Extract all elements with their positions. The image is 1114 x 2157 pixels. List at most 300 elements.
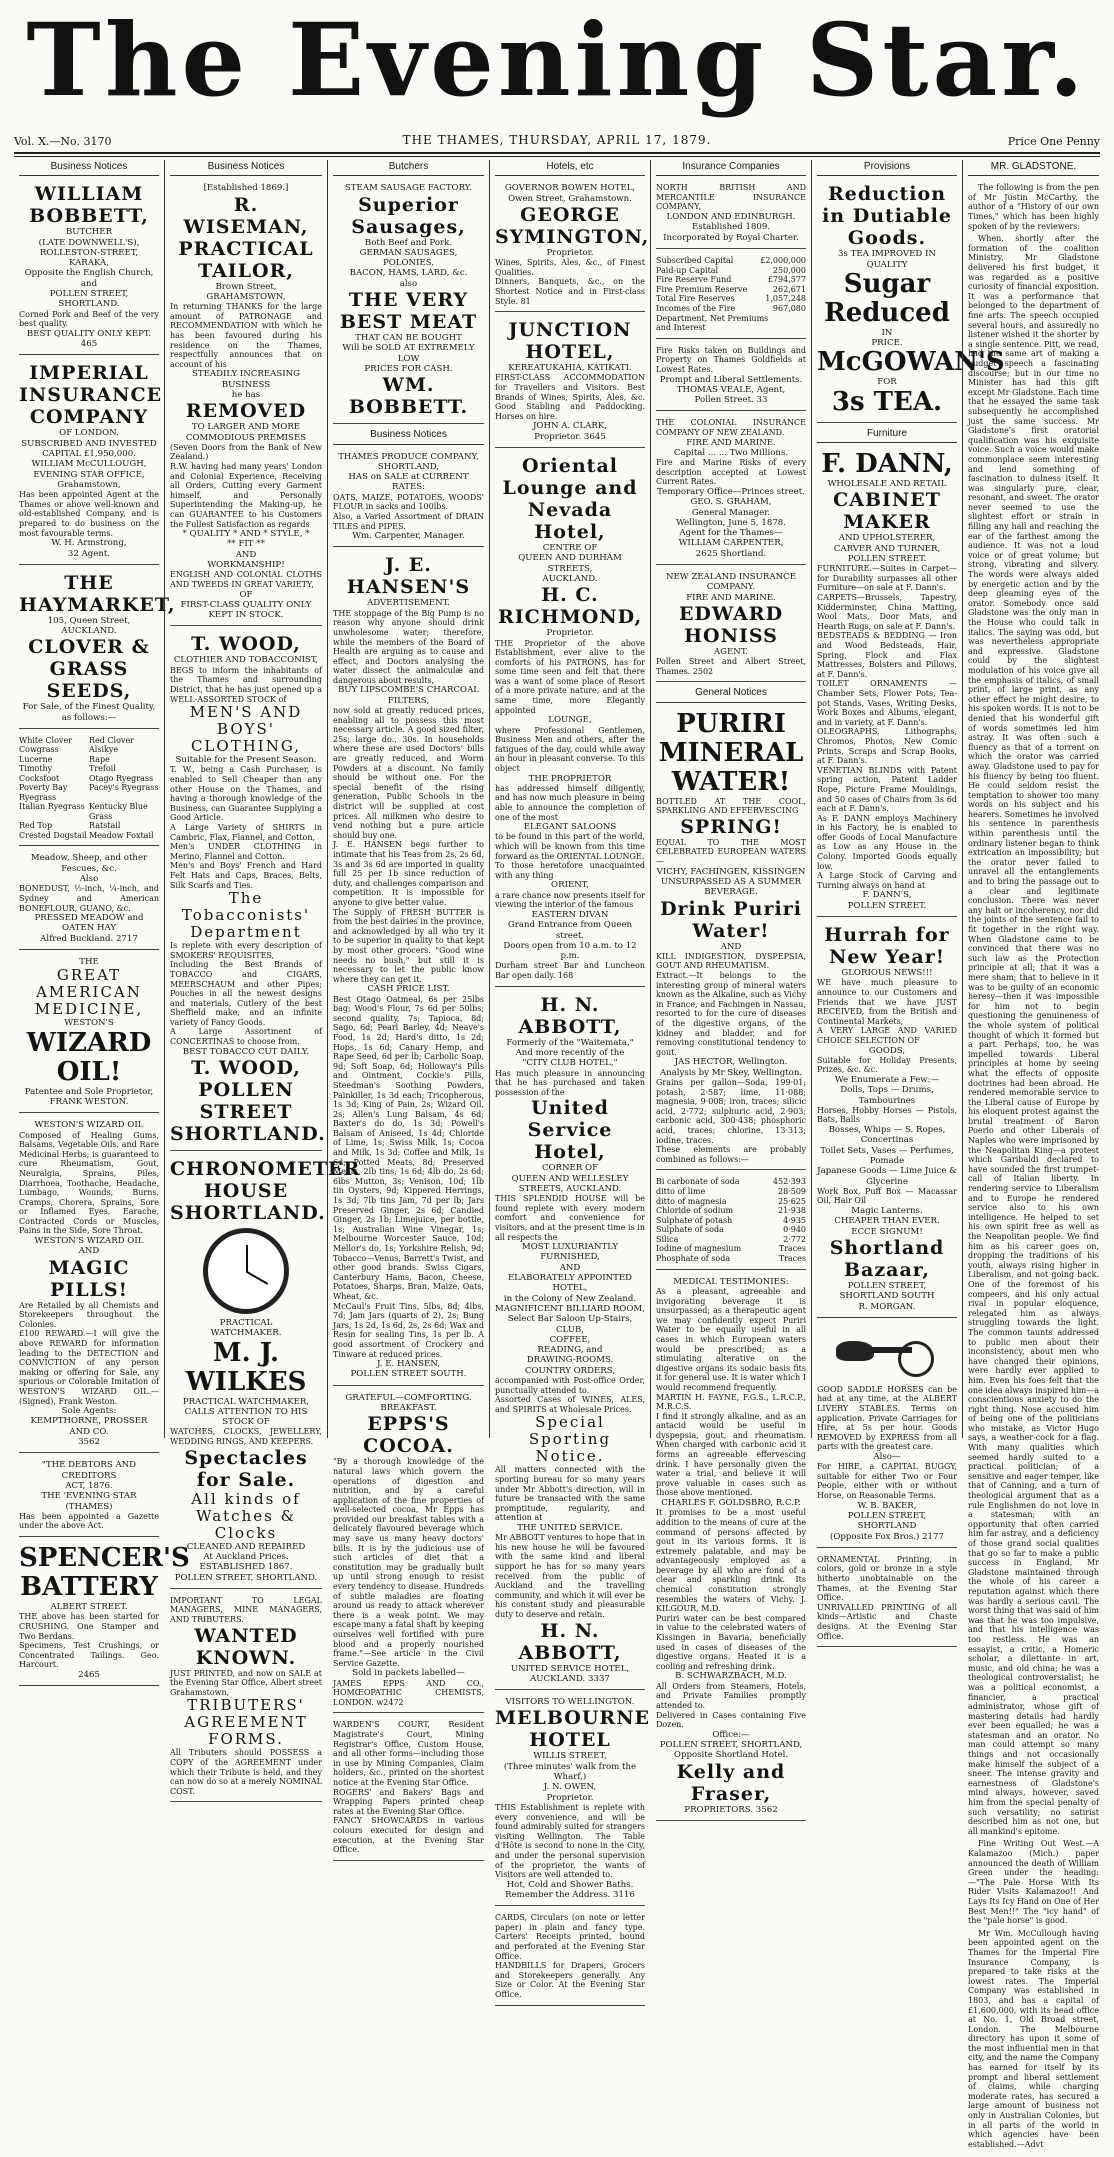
ad-line: REMOVED <box>185 400 307 423</box>
ad-line: R. WISEMAN, <box>183 193 309 238</box>
column-1 <box>14 160 190 1680</box>
newspaper-title: The Evening Star. <box>26 1 1088 119</box>
ad-line: Dinners, Banquets, &c., on the Shortest Notice and in First-class Style. 81 <box>495 277 645 306</box>
ad-line: PRACTICAL TAILOR, <box>178 237 314 282</box>
ad-line: All kinds of Watches & Clocks <box>191 1489 301 1542</box>
ad-line: ADVERTISEMENT. <box>367 598 450 609</box>
ad-line: PRESSED MEADOW and OATEN HAY <box>34 913 144 934</box>
ad-line: EQUAL TO THE MOST CELEBRATED EUROPEAN WATERS— <box>656 837 806 867</box>
column-heading: Hotels, etc <box>495 160 645 176</box>
advertisement <box>495 1910 645 2005</box>
ad-line: Has been appointed a Gazette under the above Act. <box>19 1511 159 1531</box>
ad-line: NORTH BRITISH AND MERCANTILE INSURANCE COMPANY, <box>656 183 806 212</box>
column-heading: Insurance Companies <box>656 160 806 176</box>
ad-line: "By a thorough knowledge of the natural laws which govern the operations of digestion and nutrition, and by a careful application of the fine properties of well-selected cocoa, Mr Epps has provided our breakfast tables with a delicately flavoured beverage which may save us many heavy doctors' bills. It is by the judicious use of such articles of diet that a constitution may be gradually built up until strong enough to resist every tendency to disease. Hundreds of subtle maladies are floating around us ready to attack wherever there is a weak point. We may escape many a fatal shaft by keeping ourselves well fortified with pure blood and a properly nourished frame."—See article in the Civil Service Gazette. <box>333 1457 484 1668</box>
column-heading: Business Notices <box>170 160 322 176</box>
ad-line: ENGLISH AND COLONIAL CLOTHS AND TWEEDS IN GREAT VARIETY, <box>170 570 322 589</box>
ad-line: THE HAYMARKET, <box>19 571 176 616</box>
ad-line: POLLEN STREET, SHORTLAND SOUTH <box>839 1280 935 1302</box>
section-heading: General Notices <box>656 686 806 702</box>
ad-line: FURNITURE.—Suites in Carpet—for Durability surpasses all other Furniture—on sale at F. Dann's. <box>817 564 957 593</box>
ad-line: Specimens, Test Crushings, or Concentrated Tailings. Geo. Harcourt. <box>19 1641 159 1670</box>
ad-line: COFFEE, <box>549 1334 591 1345</box>
article-paragraph: Fine Writing Out West.—A Kalamazoo (Mich.) paper announced the death of William Green under the heading:—"The Pale Horse With Its Rider Visits Kalamazoo!! And Lays Its Icy Hand on One of Her Best Men!!" The "icy hand" of the "pale horse" is good. <box>968 1839 1099 1926</box>
ad-line: These elements are probably combined as follows:— <box>656 1145 806 1164</box>
clock-illustration <box>203 1228 289 1314</box>
figure-label: Silica <box>656 1234 679 1244</box>
ad-line: The Supply of FRESH BUTTER is from the best dairies in the province, and acknowledged by all who try it to be superior in quality to that kept by most other grocers. "Good wine needs no bush," but still it is necessary to let the public know where they can get it. <box>333 907 484 984</box>
ad-line: Both Beef and Pork. <box>364 237 453 248</box>
ad-line: ELEGANT SALOONS <box>523 822 617 833</box>
ad-line: Grains per gallon—Soda, 199·01; potash, 2·587; lime, 11·088; magnesia, 9·008; iron, traces; silicic acid, 2·772; sulphuric acid, 2·903; carbonic acid, 300·438; phosphoric acid, traces; chlorine, 13·313; iodine, traces. <box>656 1077 806 1145</box>
ad-line: Pollen Street. 33 <box>694 395 768 406</box>
ad-line: Nevada Hotel, <box>527 499 613 544</box>
figure-value: Traces <box>778 1244 806 1254</box>
ad-line: "THE DEBTORS AND CREDITORS <box>41 1460 137 1481</box>
ad-line: Analysis by Mr Skey, Wellington. <box>659 1067 803 1078</box>
horse-and-buggy-illustration <box>832 1331 942 1379</box>
ad-line: WIZARD OIL! <box>26 1027 152 1087</box>
ad-line: GEO. S. GRAHAM, <box>690 497 772 508</box>
advertisement <box>333 1390 484 1714</box>
ad-line: GERMAN SAUSAGES, POLONIES, <box>359 247 458 269</box>
ad-line: AND <box>559 1262 581 1273</box>
column-7 <box>962 160 1104 2149</box>
ad-line: Superior Sausages, <box>351 193 466 238</box>
ad-line: POLLEN STREET, SHORTLAND. <box>174 1572 318 1583</box>
ad-line: HANDBILLS for Drapers, Grocers and Storekeepers generally. Any Size or Color. At the Evening Star Office. <box>495 1961 645 2000</box>
ad-line: now sold at greatly reduced prices, enabling all to possess this most necessary article. A good sized filter, 25s; large do., 30s. In households where these are used Doctors' bills are greatly reduced, and Worm Powders at a discount. No family should be without one. For the special benefit of the rising generation, Public Schools in the district will be supplied at cost prices. All milkmen who desire to vend nothing but a pure article should buy one. <box>333 706 484 840</box>
ad-line: (LATE DOWNWELL'S), <box>38 237 140 248</box>
ad-line: WE have much pleasure to announce to our Customers and Friends that we have JUST RECEIVED, from the British and Continental Markets, <box>817 978 957 1026</box>
ad-line: Work Box, Puff Box — Macassar Oil, Hair Oil <box>817 1186 957 1206</box>
ad-line: Proprietor. <box>546 1792 594 1803</box>
ad-line: AND <box>235 549 257 560</box>
ad-line: J. E. HANSEN begs further to intimate that his Teas from 2s, 2s 6d, 3s and 3s 6d are imported in quality full 25 per 1b since reduction of duty, and challenges comparison and competition. It is impossible for anyone to give better value. <box>333 840 484 907</box>
ad-line: ORNAMENTAL Printing, in colors, gold or bronze in a style hitherto unobtainable on the Thames, at the Evening Star Office. <box>817 1554 957 1603</box>
ad-line: MAGIC PILLS! <box>48 1256 130 1301</box>
ad-line: WATCHMAKER. <box>210 1328 282 1339</box>
ad-line: a rare chance now presents itself for viewing the interior of the famous <box>495 890 645 910</box>
ad-line: WORKMANSHIP! <box>207 560 285 571</box>
ad-line: in the Colony of New Zealand. <box>503 1293 637 1304</box>
ad-line: All matters connected with the sporting bureau for so many years under Mr Abbott's direction, will in future be transacted with the same promptitude, regularity, and attention at <box>495 1465 645 1523</box>
ad-line: Mr ABBOTT ventures to hope that in his new house he will be favoured with the same kind and liberal support he has for so many years received from the public of Auckland and the travelling community, and which it will ever be his constant study and pleasurable duty to deserve and retain. <box>495 1533 645 1619</box>
dateline <box>14 131 1100 151</box>
ad-line: Brown Street, <box>215 281 277 292</box>
figure-row <box>656 1225 806 1235</box>
figure-value: 262,671 <box>772 284 806 294</box>
ad-line: ** FIT ** <box>227 539 265 550</box>
ad-line: Puriri water can be best compared in value to the celebrated waters of Kissingen in Bavaria, beneficially used in cases of diseases of the digestive organs. Heated it is a cooling and refreshing drink. <box>656 1613 806 1671</box>
ad-line: R. MORGAN. <box>858 1301 916 1312</box>
ad-line: A Large Assortment of CONCERTINAS to choose from. <box>170 1027 322 1047</box>
section-heading: Business Notices <box>333 428 484 444</box>
ad-line: CARPETS—Brussels, Tapestry, Kidderminster, China Matting, Wool Mats, Door Mats, and Hearth Rugs, on sale at F. Dann's. <box>817 593 957 631</box>
ad-line: Doors open from 10 a.m. to 12 p.m. <box>503 940 637 962</box>
figure-value: 4·935 <box>783 1215 806 1225</box>
ad-line: £100 REWARD.—I will give the above REWARD for information leading to the DETECTION and CONVICTION of any person making or offering for Sale, any spurious or Colorable Imitation of WESTON'S WIZARD OIL.—(Signed), Frank Weston. <box>19 1329 159 1406</box>
seed-list <box>19 736 159 841</box>
ad-line: 3562 <box>78 1437 100 1448</box>
ad-line: BOTTLED AT THE COOL, SPARKLING AND EFFERVESCING <box>656 796 806 816</box>
ad-line: Office:— <box>712 1729 750 1740</box>
ad-line: JUNCTION HOTEL, <box>508 319 632 364</box>
ad-line: Pollen Street and Albert Street, Thames. 2502 <box>656 657 806 676</box>
ad-line: Toilet Sets, Vases — Perfumes, Pomade <box>820 1145 954 1166</box>
ad-line: H. N. ABBOTT, <box>518 1619 622 1664</box>
ad-line: POLLEN STREET, SHORTLAND <box>847 1510 927 1532</box>
ad-line: NEW ZEALAND INSURANCE COMPANY. <box>666 572 796 593</box>
ad-line: INSURANCE COMPANY <box>19 384 163 429</box>
ad-line: THE UNITED SERVICE. <box>517 1522 623 1533</box>
ad-line: 2465 <box>78 1669 100 1680</box>
ad-line: Kelly and Fraser, <box>676 1760 786 1805</box>
header-rule <box>14 152 1100 154</box>
ad-line: I find it strongly alkaline, and as an antacid would be useful in dyspepsia, gout, and rheumatism. When charged with carbonic acid it forms an agreeable effervescing drink. I have personally given the water a trial, and believe it will prove valuable in cases such as those above mentioned. <box>656 1411 806 1498</box>
ad-line: To those heretofore unacquainted with any thing <box>495 861 645 880</box>
seed-item: Red Clover <box>89 735 134 745</box>
ad-line: BREAKFAST. <box>380 1403 437 1414</box>
ad-line: WILLIAM McCULLOUGH, <box>31 459 147 470</box>
figure-value: 1,057,248 <box>765 294 806 304</box>
ad-line: Remember the Address. 3116 <box>505 1890 635 1900</box>
seed-item: White Clover <box>19 735 72 745</box>
ad-line: GRATEFUL—COMFORTING. <box>345 1392 472 1403</box>
figure-label: Iodine of magnesium <box>656 1244 742 1254</box>
ad-line: KILL INDIGESTION, DYSPEPSIA, GOUT AND RHEUMATISM. <box>656 951 806 971</box>
ad-line: CARDS, Circulars (on note or letter paper) in plain and fancy type. Carters' Receipts printed, bound and perforated at the Evening Star Office. <box>495 1913 645 1961</box>
ad-line: THE stoppage of the Big Pump is no reason why anyone should drink unwholesome water; therefore, while the members of the Board of Health are arguing as to cause and effect, and Doctors analysing the water dissect the animalculæ and dangerous about results, <box>333 608 484 685</box>
ad-line: OLEOGRAPHS, Lithographs, Chromos, Photos, New Comic Prints, Scraps and Scrap Books, at F. Dann's. <box>817 727 957 766</box>
ad-line: THE 'EVENING STAR <box>41 1491 137 1502</box>
ad-line: PRICE. <box>871 338 903 349</box>
ad-line: 105, Queen Street, <box>47 615 131 626</box>
ad-line: JOHN A. CLARK, <box>532 421 608 432</box>
ad-line: Hot, Cold and Shower Baths. <box>506 1879 634 1890</box>
ad-line: In returning THANKS for the large amount of PATRONAGE and RECOMMENDATION with which he has been favoured during his residence on the Thames, respectfully announces that on account of his <box>170 302 322 369</box>
ad-line: Agent for the Thames— <box>679 528 783 539</box>
ad-line: Has much pleasure in announcing that he has purchased and taken possession of the <box>495 1068 645 1097</box>
ad-line: We Enumerate a Few:— <box>834 1074 940 1085</box>
ad-line: GRAHAMSTOWN, <box>206 291 286 302</box>
advertisement <box>656 1174 806 1269</box>
price: Price One Penny <box>1007 135 1100 148</box>
seed-item: Cowgrass <box>19 745 59 755</box>
advertisement <box>19 850 159 950</box>
ad-line: Delivered in Cases containing Five Dozen. <box>656 1710 806 1730</box>
ad-line: THE COLONIAL INSURANCE COMPANY OF NEW ZEALAND. <box>656 418 806 437</box>
ad-line: W. H. Armstrong, <box>51 538 127 549</box>
ad-line: MARTIN H. FAYNE, F.G.S., L.R.C.P., M.R.C.S. <box>656 1392 806 1412</box>
ad-line: TO LARGER AND MORE COMMODIOUS PREMISES <box>185 422 307 443</box>
ad-line: BONEDUST, ½-inch, ¼-inch, and Sydney and American BONEFLOUR, GUANO, &c. <box>19 884 159 913</box>
ad-line: VENETIAN BLINDS with Patent spring action, Patent Ladder Rope, Picture Frame Mouldings, and 50 cases of Chairs from 3s 6d each at F. Dann's. <box>817 765 957 814</box>
ad-line: CHARLES F. GOLDSBRO, R.C.P. <box>661 1498 801 1509</box>
advertisement <box>333 449 484 548</box>
ad-line: BUY LIPSCOMBE'S CHARCOAL FILTERS, <box>337 685 479 706</box>
ad-line: TRIBUTERS' AGREEMENT FORMS. <box>184 1696 308 1749</box>
advertisement <box>170 1155 361 1589</box>
ad-line: MOST LUXURIANTLY FURNISHED, <box>521 1242 619 1263</box>
ad-line: MEDICAL TESTIMONIES: <box>673 1276 789 1287</box>
ad-line: Bosses, Whips — S. Ropes, Concertinas <box>828 1125 946 1146</box>
ad-line: Assorted Cases of WINES, ALES, and SPIRITS at Wholesale Prices. <box>495 1395 645 1414</box>
ad-line: Sold in packets labelled— <box>352 1668 465 1679</box>
ad-line: KEREATUKAHIA, KATIKATI. <box>508 363 632 374</box>
ad-line: and <box>80 278 98 289</box>
ad-line: [Established 1869.] <box>203 183 289 194</box>
figure-value: 250,000 <box>772 265 806 275</box>
ad-line: where Professional Gentlemen, Business Men and others, after the fatigues of the day, could while away an hour in pleasant converse. To this object <box>495 725 645 773</box>
ad-line: OATS, MAIZE, POTATOES, WOODS' FLOUR in sacks and 100lbs. <box>333 492 484 512</box>
advertisement <box>170 630 326 1151</box>
ad-line: (THAMES) <box>65 1501 113 1512</box>
ad-line: PRACTICAL <box>219 1317 273 1328</box>
figure-label: Paid-up Capital <box>656 265 719 275</box>
ad-line: Best Otago Oatmeal, 6s per 25lbs bag; Wood's Flour, 7s 6d per 50lbs; second quality, 7s; Tapioca, 8d; Sago, 6d; Pearl Barley, 4d; Neave's Food, 1s 2d; Hard's ditto, 1s 2d; Hops, 1s 6d; Canary Hemp, and Rape Seed, 6d per lb; Carbolic Soap, 9d; Soft Soap, 6d; Holloway's Pills and Ointment, Cockle's Pills, Steedman's Soothing Powders, Painkiller, 1s 3d each; Tricopherous, 1s 3d; King of Pain, 2s; Wizard Oil, 2s; Allen's Lung Balsam, 4s 6d; Baxter's do do, 1s 3d; Powell's Balsam of Aniseed, 1s 4d; Chloride of Lime, 1s; Swiss Milk, 1s; Cocoa and Milk, 1s 3d; Coffee and Milk, 1s 6d; Potted Meats, 8d; Preserved Meats, 2lb tins, 1s 6d; 4lb do, 2s 6d; 6lbs Mutton, 3s; Venison, 10d; 1lb tin Oysters, 9d; Kippered Herrings, 1s 3d; 7lb tins Jam, 7d per lb; Jars Preserved Ginger, 2s 6d; Candied Ginger, 2s 1b; Limejuice, per bottle, 1s; Australian Wine Vinegar, 1s; Melbourne Worcester Sauce, 10d; Mellor's do, 1s; Yorkshire Relish, 9d; Tobacco—Venus, Barrett's Twist, and other good brands. Swiss Cigars, Canterbury Hams, Bacon, Cheese, Potatoes, Sharps, Bran, Maize, Oats, Wheat, &c. <box>333 994 484 1301</box>
ad-line: LONDON AND EDINBURGH. <box>666 212 796 223</box>
seed-item: Pacey's Ryegrass <box>89 783 159 793</box>
figure-value: 452·393 <box>772 1177 806 1187</box>
issue-date: THE THAMES, THURSDAY, APRIL 17, 1879. <box>402 133 712 147</box>
ad-line: OF <box>239 589 253 600</box>
ad-line: (Opposite Fox Bros.) 2177 <box>830 1531 944 1542</box>
figure-value: 2·772 <box>783 1234 806 1244</box>
advertisement <box>495 452 645 987</box>
advertisement <box>656 569 806 682</box>
figure-row <box>656 304 806 333</box>
ad-line: KEMPTHORNE, PROSSER AND CO. <box>30 1416 148 1437</box>
ad-line: A VERY LARGE AND VARIED CHOICE SELECTION OF <box>817 1026 957 1045</box>
ad-line: JAS HECTOR, Wellington. <box>674 1057 788 1068</box>
ad-line: J. E. HANSEN'S <box>346 554 471 599</box>
ad-line: For Sale, of the Finest Quality, <box>22 702 156 713</box>
ad-line: All Tributers should POSSESS a COPY of the AGREEMENT under which their Tribute is held, and they can now do so at a merely NOMINAL COST. <box>170 1748 322 1796</box>
advertisement <box>19 1457 159 1537</box>
ad-line: Also— <box>873 1451 901 1462</box>
ad-line: AUCKLAND. <box>542 573 598 584</box>
ad-line: has addressed himself diligently, and has now much pleasure in being able to announce the completion of one of the most <box>495 783 645 822</box>
ad-line: 32 Agent. <box>67 548 111 559</box>
ad-line: MEN'S AND BOYS' CLOTHING, <box>189 703 303 756</box>
ad-line: H. N. ABBOTT, <box>518 993 622 1038</box>
ad-line: IN <box>881 327 893 338</box>
ad-line: * QUALITY * AND * STYLE, * <box>182 529 310 540</box>
ad-line: CHRONOMETER HOUSE <box>170 1157 361 1202</box>
ad-line: THIS Establishment is replete with every convenience, and will be found admirably suited for strangers visiting Wellington. The Table d'Hôte is second to none in the City, and under the personal supervision of the proprietor, the wants of Visitors are well attended to. <box>495 1802 645 1880</box>
ad-line: WILLIAM BOBBETT, <box>29 183 149 228</box>
ad-line: MAGNIFICENT BILLIARD ROOM, <box>495 1303 645 1314</box>
ad-line: Fire Risks taken on Buildings and Property on Thames Goldfields at Lowest Rates. <box>656 345 806 374</box>
ad-line: WM. BOBBETT. <box>348 374 469 419</box>
advertisement <box>817 921 957 1318</box>
ad-line: CORNER OF <box>541 1163 599 1174</box>
advertisement <box>495 316 645 448</box>
advertisement <box>656 415 806 565</box>
ad-line: M. J. WILKES <box>185 1337 307 1397</box>
ad-line: CAPITAL £1,950,000. <box>42 449 136 460</box>
header-rule-thin <box>14 156 1100 157</box>
seed-item: Alsikye <box>89 745 119 755</box>
ad-line: BACON, HAMS, LARD, &c. <box>349 268 468 279</box>
advertisement <box>495 180 650 312</box>
ad-line: (Seven Doors from the Bank of New Zealand.) <box>170 442 322 462</box>
ad-line: T. W., being a Cash Purchaser, is enabled to Sell Cheaper than any other House on the Thames, and having a thorough knowledge of the Business, can Guarantee Supplying a Good Article. <box>170 765 322 823</box>
ad-line: Grand Entrance from Queen street. <box>507 920 633 941</box>
ad-line: BEGS to inform the inhabitants of the Thames and surrounding District, that he has just opened up a WELL-ASSORTED STOCK of <box>170 665 322 704</box>
figure-row <box>656 1177 806 1187</box>
figure-label: Bi carbonate of soda <box>656 1177 740 1187</box>
ad-line: JUST PRINTED, and now on SALE at the Evening Star Office, Albert street Grahamstown, <box>170 1668 322 1697</box>
ad-line: CLOTHIER AND TOBACCONIST, <box>173 655 319 666</box>
ad-line: Goods. <box>847 227 927 250</box>
volume-number: Vol. X.—No. 3170 <box>14 135 112 148</box>
column-4 <box>489 160 651 2000</box>
ad-line: READING, and <box>537 1345 603 1356</box>
ad-line: EVENING STAR OFFICE, <box>33 469 145 480</box>
figure-label: Fire Premium Reserve <box>656 284 748 294</box>
ad-line: THE Proprietor of the above Establishment, ever alive to the comforts of his PATRONS, has for some time seen and felt that there was a want of some place of Resort of a more private nature, and at the same time, more Elegantly appointed <box>495 638 645 715</box>
ad-line: CHEAPER THAN EVER. <box>834 1216 940 1227</box>
ad-line: WESTON'S WIZARD OIL <box>34 1120 144 1131</box>
advertisement <box>19 180 159 355</box>
advertisement <box>19 359 163 564</box>
ad-line: PRICES FOR CASH. <box>364 363 453 374</box>
ad-line: AUCKLAND. <box>61 626 117 637</box>
ad-line: ROLLESTON-STREET, KARAKA, <box>39 247 139 269</box>
ad-line: GREAT AMERICAN MEDICINE, <box>34 966 144 1019</box>
ad-line: VICHY, FACHINGEN, KISSINGEN <box>656 866 806 877</box>
ad-line: AND UPHOLSTERER, <box>838 533 936 544</box>
ad-line: Horses, Hobby Horses — Pistols, Bats, Balls <box>817 1105 957 1125</box>
figure-label: Phosphate of soda <box>656 1254 731 1264</box>
ad-line: MELBOURNE HOTEL <box>495 1707 651 1752</box>
ad-line: Opposite the English Church, <box>24 268 154 279</box>
ad-line: GEORGE SYMINGTON, <box>495 203 650 248</box>
ad-line: as follows:— <box>61 712 117 723</box>
ad-line: Magic Lanterns. <box>851 1206 923 1217</box>
advertisement <box>817 1552 957 1647</box>
figure-label: Chloride of sodium <box>656 1206 734 1216</box>
ad-line: "CITY CLUB HOTEL," <box>522 1058 618 1069</box>
ad-line: McGOWAN'S <box>817 347 1005 378</box>
column-heading: Business Notices <box>19 160 159 176</box>
ad-line: he has <box>231 389 261 400</box>
ad-line: Oriental Lounge and <box>502 455 638 500</box>
advertisement <box>19 1541 190 1686</box>
figure-row <box>656 1254 806 1264</box>
ad-line: EDWARD HONISS <box>678 602 784 647</box>
advertisement <box>495 1694 651 1906</box>
advertisement <box>656 253 806 339</box>
ad-line: THAT CAN BE BOUGHT <box>355 333 462 344</box>
ad-line: As a pleasant, agreeable and invigorating beverage it is unsurpassed; as a therapeutic agent we may confidently expect Puriri Water to be equally useful in all cases in which European waters would be prescribed; as a stimulating alterative on the digestive organs its sodaic basis fits it for general use. It is water which I would recommend frequently. <box>656 1286 806 1392</box>
ad-line: WESTON'S <box>64 1018 114 1029</box>
ad-line: THAMES PRODUCE COMPANY, SHORTLAND, <box>338 451 479 472</box>
ad-line: UNRIVALLED PRINTING of all kinds—Artistic and Chaste designs. At the Evening Star Office. <box>817 1602 957 1641</box>
figure-label: Incomes of the Fire Department, Net Premiums and Interest <box>656 303 769 333</box>
ad-line: Suitable for the Present Season. <box>175 755 317 766</box>
ad-line: OF LONDON. <box>59 428 119 439</box>
figure-value: 25·625 <box>778 1196 806 1206</box>
ad-line: PRACTICAL WATCHMAKER, <box>182 1396 310 1407</box>
ad-line: FRANK WESTON. <box>49 1096 129 1107</box>
ad-line: AUCKLAND. 3337 <box>530 1673 610 1684</box>
ad-line: BATTERY <box>20 1572 158 1603</box>
seed-item: Otago Ryegrass <box>89 773 154 783</box>
ad-line: BEDSTEADS & BEDDING — Iron and Wood Bedsteads, Hair, Spring, Flock and Flax Mattresses, Bolsters and Pillows, at F. Dann's. <box>817 631 957 679</box>
seed-item: Cocksfoot <box>19 773 60 783</box>
ad-line: SPENCER'S <box>19 1543 190 1574</box>
ad-line: PROPRIETORS. 3562 <box>684 1804 778 1815</box>
ad-line: POLLEN STREET, SHORTLAND, <box>659 1739 803 1750</box>
ad-line: UNITED SERVICE HOTEL, <box>510 1663 630 1674</box>
figure-value: 21·938 <box>778 1206 806 1216</box>
ad-line: WATER! <box>671 766 791 797</box>
figure-label: Total Fire Reserves <box>656 294 735 304</box>
ad-line: BEST TOBACCO CUT DAILY. <box>182 1046 310 1057</box>
column-5 <box>650 160 811 1815</box>
ad-line: THE VERY BEST MEAT <box>339 289 478 334</box>
ad-line: COUNTRY ORDERS, <box>524 1365 616 1376</box>
advertisement <box>170 180 322 626</box>
ad-line: Fire and Marine Risks of every description accepted at Lowest Current Rates. <box>656 458 806 487</box>
seed-item: Poverty Bay Ryegrass <box>19 783 68 802</box>
ad-line: FIRST-CLASS ACCOMMODATION for Travellers and Visitors. Best Brands of Wines, Spirits, Ales, &c. Good Stabling and Paddocking. Horses on hire. <box>495 373 645 421</box>
ad-line: ROGERS' and Bakers' Bags and Wrapping Papers printed cheap rates at the Evening Star Office. <box>333 1787 484 1816</box>
figure-label: ditto of magnesia <box>656 1196 727 1206</box>
ad-line: Extract.—It belongs to the interesting group of mineral waters known as the Alkaline, such as Vichy in France, and Fachingen in Nassau, resorted to for the cure of diseases of the digestive organs, of the kidney and bladder, and for removing constitutional tendency to gout. <box>656 971 806 1057</box>
article-paragraph: When, shortly after the formation of the coalition Ministry, Mr Gladstone delivered his first budget, it was regarded as a positive curiosity of financial exposition. It was a performance that belonged to the department of fine arts. The speech occupied several hours, and assuredly no listener wished it the shorter by a single sentence. Pitt, we read, had the same art of making a budget speech a fascinating discourse; but in our time no Minister has had this gift except Mr Gladstone. Each time that he essayed the same task subsequently he accomplished just the same success. Mr Gladstone's first oratorial qualification was his exquisite voice. Such a voice would make commonplace seem interesting and lend something of fascination to dulness itself. It was singularly pure, clear, resonant, and sweet. The orator never seemed to use the slightest effort or strain in filling any hall and reaching the ear of the farthest among the audience. It was not a loud voice or of great volume; but strong, vibrating and silvery. The words were always aided by energetic action and by the deep gleaming eyes of the orator. Somebody once said Gladstone was the only man in the House who could talk in italics. The saying was odd, but was nevertheless appropriate and expressive. Gladstone could by the slightest modulation of his voice give all the emphasis of italics, of small print, of large print, as any other effect he might desire, to his spoken words. It is not to be denied that his wonderful gift of words sometimes led him astray. It was often such a fluency as that of a torrent on which the orator was carried away. Gladstone used to pay for his fluency by being too fluent. He could seldom resist the temptation to shower too many words on his subject and his hearers. Sometimes he involved his sentence in parenthesis within parenthesis until the ordinary listener began to think extrication an impossibility; but the orator never failed to unravel all the entanglements and to bring the passage out to a clear and legitimate conclusion. There was never any halt or incoherency, nor did the joints of the sentence fail to fit together in the right way. When Gladstone came to be convinced that there was no such law as the Protection principle at all; that it was a mere sham; that to believe in it was to be guilty of an economic heresy—then it was impossible for him not to begin questioning the genuineness of the whole system of political thought of which it formed but a part. Perhaps, too, he was impelled towards Liberal principles at home by seeing what the effects of opposite doctrines had been abroad. He rendered memorable service to the Liberal cause of Europe by his eloquent protest against the brutal treatment of Baron Poerio and other Liberals of Naples who were imprisoned by the Neapolitan King—a protest which Garibaldi declared to have sounded the first trumpet-call of Italian liberty. In rendering service to Liberalism and to Europe he rendered service also to his own intelligence. He helped to set his own spirit free as well as the Neapolitan people. We find him as his career goes on, dropping the traditions of his youth, always rising higher in Liberalism, and not going back. One of the foremost of his compeers, and his only actual rival in popular eloquence, relegated him as always struggling towards the light. The common taunts addressed to public men about their inconsistency, about men who have changed their opinions, were hardly ever applied to him. Even his foes felt that the one idea always inspired him—a conscientious anxiety to do the right thing. Nose accused him of being one of the politicians who mistake, as Victor Hugo says, a weather-cock for a flag. With many qualities which seemed hardly suited to a practical politician; of a sensitive and eager temper, like that of Canning, and a turn of theological argument that as a rule Englishmen do not love in a statesman; with an opportunity that often carried him far astray, and a deficiency of those grand social qualities that go so far to make a public success in England, Mr Gladstone maintained through the whole of his career a reputation against which there was hardly a serious cavil. The worst thing that was said of him was that he was too impulsive, and that his intelligence was too restless. He was an essayist, a critic, a Homeric scholar, a dilettante in art, music, and old china; he was a theological controversialist; he was a political economist, a financier, a practical administrator, whose gift of mastering details had hardly ever been equalled; he was a statesman and an orator. No man could attempt so many things and not occasionally make himself the subject of a sneer. The intense gravity and earnestness of Gladstone's mind always, however, saved him from the special penalty of such versatility; no satirist described him as not one, but all mankind's epitome. <box>968 234 1099 1836</box>
column-6 <box>811 160 1005 1641</box>
ad-line: EPPS'S COCOA. <box>363 1413 454 1458</box>
ad-line: HAS on SALE at CURRENT RATES: <box>348 472 469 493</box>
ad-line: WHOLESALE AND RETAIL <box>827 479 947 490</box>
ad-line: TOILET ORNAMENTS — Chamber Sets, Flower Pots, Tea-pot Stands, Vases, Writing Desks, Work Boxes and Albums, elegant, and in variety, at F. Dann's. <box>817 679 957 727</box>
ad-line: PURIRI MINERAL <box>658 708 804 768</box>
figure-value: 28·509 <box>778 1186 806 1196</box>
figure-row <box>656 1187 806 1197</box>
ad-line: JAMES EPPS AND CO., HOMŒOPATHIC CHEMISTS, LONDON. w2472 <box>333 1678 484 1707</box>
ad-line: WESTON'S WIZARD OIL <box>34 1236 144 1247</box>
advertisement <box>19 1117 159 1453</box>
ad-line: GOOD SADDLE HORSES can be had at any time, at the ALBERT LIVERY STABLES. Terms on application. Private Carriages for Hire, at 5s per hour. Goods REMOVED by EXPRESS from all parts with the greatest care. <box>817 1384 957 1452</box>
ad-line: THE PROPRIETOR <box>528 773 612 784</box>
column-2 <box>164 160 361 1796</box>
ad-line: Are Retailed by all Chemists and Storekeepers throughout the Colonies. <box>19 1300 159 1329</box>
ad-line: Men's UNDER CLOTHING in Merino, Flannel and Cotton. <box>170 842 322 861</box>
ad-line: Is replete with every description of SMOKERS' REQUISITES, <box>170 941 322 960</box>
advertisement <box>656 343 806 412</box>
ad-line: ESTABLISHED 1867. <box>199 1562 293 1573</box>
ad-line: to be found in this part of the world, which will be known from this time forward as the ORIENTAL LOUNGE. <box>495 832 645 861</box>
ad-line: GOODS, <box>868 1045 906 1056</box>
ad-line: F. DANN'S, <box>862 890 912 901</box>
ad-line: And more recently of the <box>515 1047 625 1058</box>
ad-line: A Large Stock of Carving and Turning always on hand at <box>817 871 957 890</box>
ad-line: 2625 Shortland. <box>695 548 767 559</box>
seed-item: Italian Ryegrass <box>19 802 85 812</box>
ad-line: CLEANED AND REPAIRED <box>186 1541 306 1552</box>
ad-line: LOUNGE, <box>548 715 592 726</box>
figure-value: 967,080 <box>772 303 806 313</box>
ad-line: Wellington, June 5, 1878. <box>676 517 786 528</box>
ad-line: CARVER AND TURNER, <box>833 543 941 554</box>
ad-line: SHORTLAND. <box>170 1201 326 1224</box>
ad-line: DRAWING-ROOMS. <box>526 1355 614 1366</box>
ad-line: Has been appointed Agent at the Thames or above well-known and old-established Company, and is prepared to do business on the most favourable terms. <box>19 490 159 538</box>
